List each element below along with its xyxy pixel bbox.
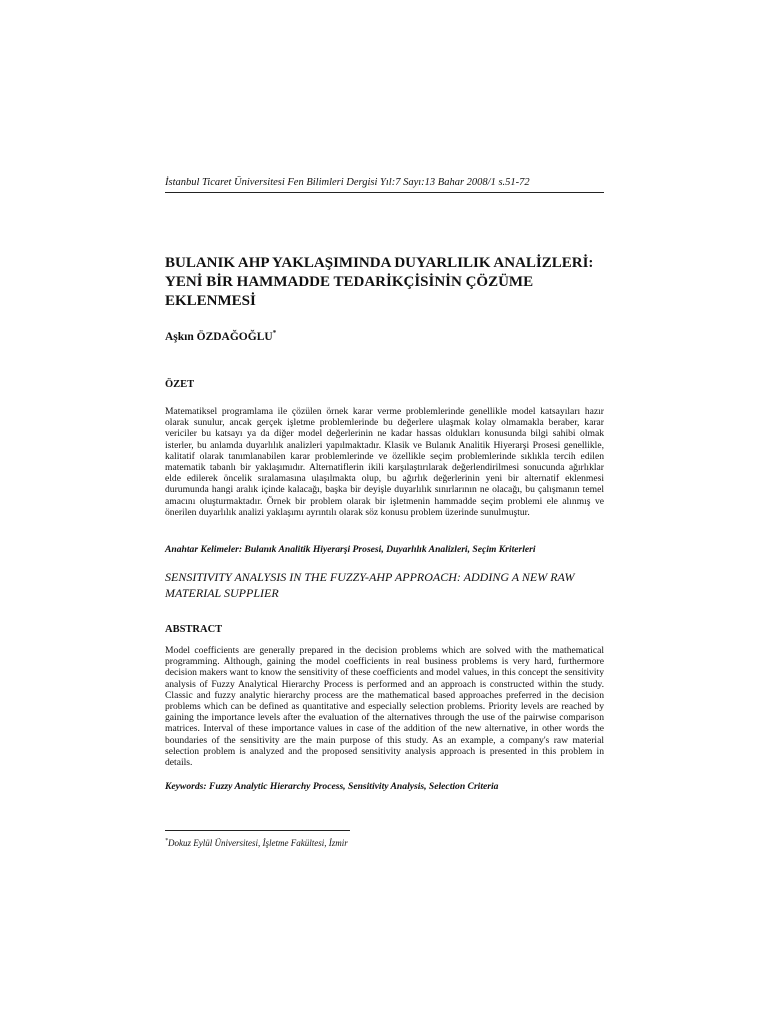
abstract-paragraph: Model coefficients are generally prepared in the decision problems which are solved with the mathematical programming. Although, gaining the model coefficients in real business problems is very hard, furthermore decision makers want to know the sensitivity of these coefficients and model values, in this concept the sensitivity analysis of Fuzzy Analytical Hierarchy Process is performed and an approach is constructed within the study. Classic and fuzzy analytic hierarchy process are the mathematical based approaches preferred in the decision problems which can be defined as quantitative and especially selection problems. Priority levels are reached by gaining the importance levels after the evaluation of the alternatives through the use of the pairwise comparison matrices. Interval of these importance values in case of the addition of the new alternative, in other words the boundaries of the sensitivity are the main purpose of this study. As an example, a company's raw material selection problem is analyzed and the proposed sensitivity analysis approach is presented in this problem in details. [165, 645, 604, 769]
english-title: SENSITIVITY ANALYSIS IN THE FUZZY-AHP APPROACH: ADDING A NEW RAW MATERIAL SUPPLIER [165, 570, 575, 600]
ozet-heading: ÖZET [165, 379, 195, 390]
turkish-keywords: Anahtar Kelimeler: Bulanık Analitik Hiyerarşi Prosesi, Duyarlılık Analizleri, Seçim Kriterleri [165, 544, 536, 555]
english-keywords: Keywords: Fuzzy Analytic Hierarchy Process, Sensitivity Analysis, Selection Criteria [165, 781, 499, 792]
author-footnote-mark: * [272, 329, 277, 337]
footnote-mark: * [165, 838, 168, 844]
footnote-divider [165, 830, 350, 831]
author-name [165, 329, 276, 343]
journal-header: İstanbul Ticaret Üniversitesi Fen Bilimleri Dergisi Yıl:7 Sayı:13 Bahar 2008/1 s.51-72 [165, 177, 604, 193]
footnote-text: Dokuz Eylül Üniversitesi, İşletme Fakültesi, İzmir [168, 838, 348, 848]
abstract-heading: ABSTRACT [165, 624, 223, 635]
footnote [165, 838, 348, 848]
ozet-paragraph: Matematiksel programlama ile çözülen örnek karar verme problemlerinde genellikle model katsayıları hazır olarak sunulur, ancak gerçek işletme problemlerinde bu değerlere ulaşmak kolay olmamakla beraber, karar vericiler bu katsayı ya da diğer model değerlerinin ne kadar hassas oldukları konusunda bilgi sahibi olmak isterler, bu anlamda duyarlılık analizleri yapılmaktadır. Klasik ve Bulanık Analitik Hiyerarşi Prosesi genellikle, kalitatif olarak tanımlanabilen karar problemlerinde ve özellikle seçim problemlerinde sıklıkla tercih edilen matematik tabanlı bir yaklaşımıdır. Alternatiflerin ikili karşılaştırılarak değerlendirilmesi sonucunda ağırlıklar elde edilerek öncelik sıralamasına ulaşılmakta olup, bu ağırlık değerlerinin yeni bir alternatif eklenmesi durumunda hangi aralık içinde kalacağı, başka bir deyişle duyarlılık sınırlarının ne olacağı, bu çalışmanın temel amacını oluşturmaktadır. Örnek bir problem olarak bir işletmenin hammadde seçim problemi ele alınmış ve önerilen duyarlılık analizi yaklaşımı ayrıntılı olarak söz konusu problem üzerinde sunulmuştur. [165, 406, 604, 518]
author-name-text: Aşkın ÖZDAĞOĞLU [165, 331, 273, 343]
article-title: BULANIK AHP YAKLAŞIMINDA DUYARLILIK ANALİZLERİ: YENİ BİR HAMMADDE TEDARİKÇİSİNİN ÇÖZÜME EKLENMESİ [165, 255, 594, 309]
